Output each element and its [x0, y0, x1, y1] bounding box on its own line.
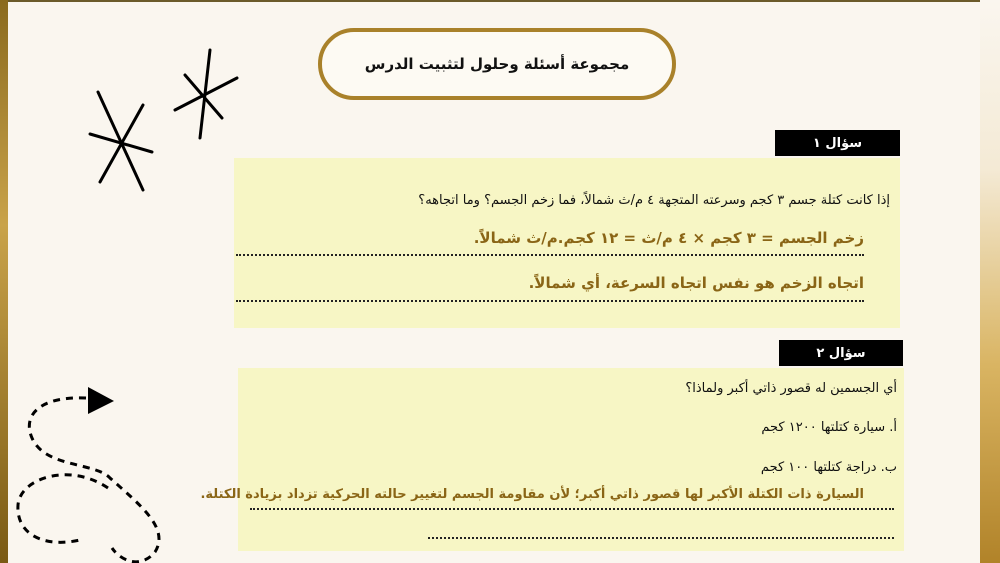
question-2-answer: السيارة ذات الكتلة الأكبر لها قصور ذاتي أكبر؛ لأن مقاومة الجسم لتغيير حالته الحركية تزداد بزيادة الكتلة. [200, 487, 864, 502]
small-asterisk-icon [175, 50, 237, 138]
question-2-label [779, 340, 903, 366]
question-1-label [775, 130, 900, 156]
question-1-text: إذا كانت كتلة جسم ٣ كجم وسرعته المتجهة ٤ م/ث شمالاً، فما زخم الجسم؟ وما اتجاهه؟ [418, 193, 890, 208]
question-1-label-text: سؤال ١ [812, 135, 863, 151]
answer-line [428, 537, 894, 539]
question-1-answer-1: زخم الجسم = ٣ كجم × ٤ م/ث = ١٢ كجم.م/ث شمالاً. [473, 229, 864, 247]
question-2-label-text: سؤال ٢ [816, 345, 866, 361]
question-2-option-b: ب. دراجة كتلتها ١٠٠ كجم [760, 460, 897, 475]
large-asterisk-icon [90, 92, 152, 190]
question-2-option-a: أ. سيارة كتلتها ١٢٠٠ كجم [761, 420, 897, 435]
title-pill [318, 28, 676, 100]
answer-line [236, 254, 864, 256]
decorations [0, 0, 260, 563]
question-2-text: أي الجسمين له قصور ذاتي أكبر ولماذا؟ [685, 381, 897, 396]
answer-line [236, 300, 864, 302]
answer-line [250, 508, 894, 510]
right-gold-border [980, 0, 1000, 563]
question-1-answer-2: اتجاه الزخم هو نفس اتجاه السرعة، أي شمالاً. [528, 274, 864, 292]
dashed-path-arrow-icon [18, 387, 159, 562]
page-title: مجموعة أسئلة وحلول لتثبيت الدرس [364, 55, 630, 73]
